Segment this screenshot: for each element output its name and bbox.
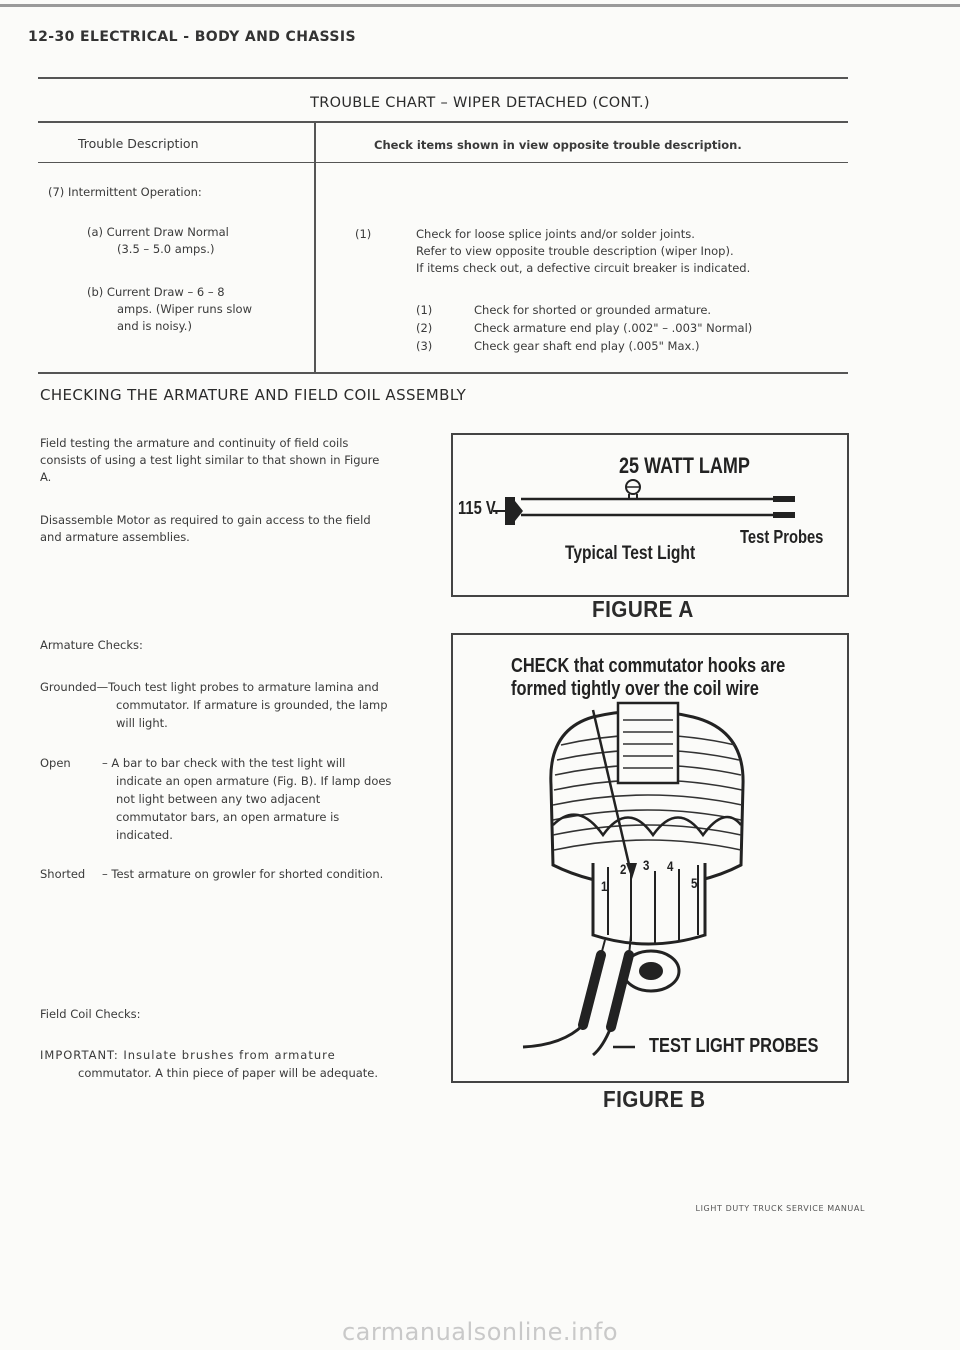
bar-number-5: 5 [691,875,698,891]
bar-number-3: 3 [643,857,650,873]
shorted-text: – Test armature on growler for shorted condition. [102,867,384,881]
figure-b-caption: FIGURE B [603,1086,706,1112]
check-b-text-1: Check for shorted or grounded armature. [474,303,712,317]
lamp-label: 25 WATT LAMP [619,453,750,478]
armature-checks-heading: Armature Checks: [40,638,143,652]
open-line-2: indicate an open armature (Fig. B). If lamp does [116,774,392,788]
probe-tip-lower [773,512,795,518]
bar-number-2: 2 [620,861,627,877]
trouble-item-7: (7) Intermittent Operation: [48,185,202,199]
intro-line-2: consists of using a test light similar to that shown in Figure [40,453,380,467]
section-title: CHECKING THE ARMATURE AND FIELD COIL ASSEMBLY [40,386,467,404]
check-b-text-2: Check armature end play (.002" – .003" Normal) [474,321,753,335]
disassemble-line-1: Disassemble Motor as required to gain access to the field [40,513,371,527]
probe-handle-right [611,955,629,1027]
figure-b-note-line-2: formed tightly over the coil wire [511,678,759,700]
probe-handle-left [583,955,601,1025]
armature-core-lamina [618,703,678,783]
intro-line-1: Field testing the armature and continuity of field coils [40,436,349,450]
trouble-item-b-line3: and is noisy.) [117,319,192,333]
probe-lead-right [593,1027,611,1055]
check-b-text-3: Check gear shaft end play (.005" Max.) [474,339,700,353]
open-line-1: – A bar to bar check with the test light will [102,756,346,770]
probe-tip-upper [773,496,795,502]
grounded-line-3: will light. [116,716,168,730]
figure-b-frame [451,633,849,1083]
plug-body [505,497,515,525]
figure-a-caption: FIGURE A [592,596,694,622]
important-line-1: IMPORTANT: Insulate brushes from armature [40,1048,336,1062]
test-light-probes-label: TEST LIGHT PROBES [649,1035,819,1057]
check-a-line2: Refer to view opposite trouble description (wiper Inop). [416,244,734,258]
disassemble-line-2: and armature assemblies. [40,530,190,544]
intro-line-3: A. [40,470,52,484]
open-label: Open [40,756,71,770]
grounded-line-2: commutator. If armature is grounded, the lamp [116,698,388,712]
field-coil-heading: Field Coil Checks: [40,1007,141,1021]
probe-lead-left [523,1025,583,1047]
shaft-center [639,962,663,980]
check-b-number-1: (1) [416,303,433,317]
trouble-item-b: (b) Current Draw – 6 – 8 [87,285,225,299]
bar-number-4: 4 [667,858,674,874]
figure-a-frame [451,433,849,597]
chart-header-rule [38,121,848,123]
commutator [593,863,705,944]
site-watermark: carmanualsonline.info [341,1318,619,1346]
open-line-3: not light between any two adjacent [116,792,321,806]
chart-top-rule [38,77,848,79]
trouble-item-a: (a) Current Draw Normal [87,225,229,239]
col-header-trouble: Trouble Description [78,136,199,151]
check-a-number: (1) [355,227,372,241]
armature-illustration [453,635,847,1081]
chart-column-divider [314,121,316,373]
shorted-label: Shorted [40,867,86,881]
check-a-line3: If items check out, a defective circuit breaker is indicated. [416,261,751,275]
check-b-number-3: (3) [416,339,433,353]
check-a-line1: Check for loose splice joints and/or solder joints. [416,227,695,241]
trouble-item-b-line2: amps. (Wiper runs slow [117,302,252,316]
voltage-label: 115 V. [458,498,499,518]
grounded-line-1: Grounded—Touch test light probes to armature lamina and [40,680,379,694]
page-header: 12-30 ELECTRICAL - BODY AND CHASSIS [28,29,356,45]
open-line-4: commutator bars, an open armature is [116,810,340,824]
trouble-chart-title: TROUBLE CHART – WIPER DETACHED (CONT.) [310,95,650,111]
figure-b-note-line-1: CHECK that commutator hooks are [511,655,786,677]
check-b-number-2: (2) [416,321,433,335]
col-header-check: Check items shown in view opposite trouble description. [374,138,742,152]
chart-bottom-rule [38,372,848,374]
plug-tip [515,501,523,521]
bar-number-1: 1 [601,878,608,894]
page-top-border [0,4,960,7]
trouble-item-a-range: (3.5 – 5.0 amps.) [117,242,215,256]
typical-test-light-label: Typical Test Light [565,543,696,564]
open-line-5: indicated. [116,828,173,842]
important-line-2: commutator. A thin piece of paper will be adequate. [78,1066,379,1080]
manual-footer: LIGHT DUTY TRUCK SERVICE MANUAL [695,1204,865,1213]
chart-subheader-rule [38,162,848,163]
test-probes-label: Test Probes [740,527,824,547]
